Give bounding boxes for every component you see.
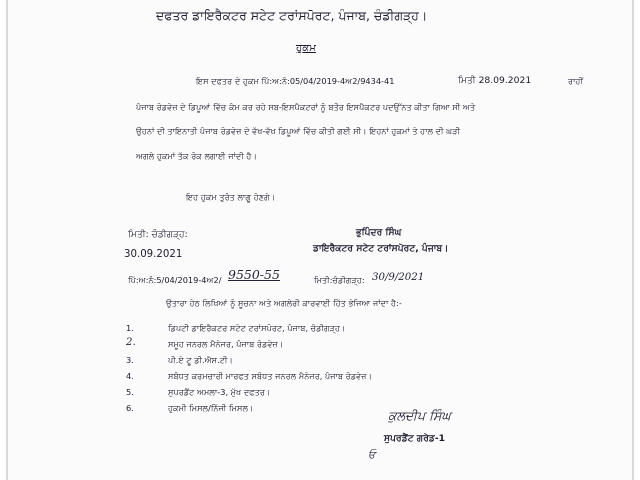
order-date: 30.09.2021 [124, 249, 183, 260]
body-line-4: ਅਗਲੇ ਹੁਕਮਾਂ ਤੱਕ ਰੋਕ ਲਗਾਈ ਜਾਂਦੀ ਹੈ। [136, 151, 257, 161]
recipient-number: 1. [126, 323, 134, 333]
body-line-1-end: ਰਾਹੀਂ [568, 76, 583, 86]
recipient-number: 6. [126, 403, 134, 413]
recipient-text: ਪੀ.ਏ ਟੂ ਡੀ.ਐਸ.ਟੀ। [168, 355, 233, 365]
office-heading: ਦਫਤਰ ਡਾਇਰੈਕਟਰ ਸਟੇਟ ਟਰਾਂਸਪੋਰਟ, ਪੰਜਾਬ, ਚੰਡੀਗੜ੍ਹ। [156, 8, 428, 23]
document-page [8, 0, 632, 480]
recipient-number: 4. [126, 371, 134, 381]
endorsement-date: 30/9/2021 [372, 272, 425, 283]
recipient-number: 2. [126, 337, 136, 348]
page-left-edge [6, 0, 8, 480]
recipient-text: ਸਬੰਧਤ ਕਰਮਚਾਰੀ ਮਾਰਫਤ ਸਬੰਧਤ ਜਨਰਲ ਮੈਨੇਜਰ, ਪੰਜਾਬ ਰੋਡਵੇਜ਼। [168, 371, 373, 381]
endorsement-ref-number: 9550-55 [228, 267, 280, 282]
recipient-number: 5. [126, 387, 134, 397]
superintendent-designation: ਸੁਪਰਡੈਂਟ ਗਰੇਡ-1 [384, 433, 446, 444]
place-label: ਮਿਤੀ: ਚੰਡੀਗੜ੍ਹ: [128, 229, 188, 240]
superintendent-signature: ਕੁਲਦੀਪ ਸਿੰਘ [388, 408, 451, 423]
body-line-5: ਇਹ ਹੁਕਮ ਤੁਰੰਤ ਲਾਗੂ ਹੋਣਗੇ। [186, 192, 276, 202]
recipient-text: ਸੁਪਰਡੈਂਟ ਅਮਲਾ-3, ਮੁੱਖ ਦਫਤਰ। [168, 387, 271, 397]
body-line-1-start: ਇਸ ਦਫਤਰ ਦੇ ਹੁਕਮ ਪਿੱ:ਅ:ਨੰ:05/04/2019-4ਅ2/9434-41 [196, 76, 395, 86]
footer-mark: ਓ [368, 450, 376, 461]
body-line-3: ਉਹਨਾਂ ਦੀ ਤਾਇਨਾਤੀ ਪੰਜਾਬ ਰੋਡਵੇਜ਼ ਦੇ ਵੱਖ-ਵੱਖ ਡਿਪੂਆਂ ਵਿੱਚ ਕੀਤੀ ਗਈ ਸੀ। ਇਹਨਾਂ ਹੁਕਮਾਂ ਤੇ ਹਾਲ ਦੀ ਘੜੀ [136, 126, 461, 136]
recipient-number: 3. [126, 355, 134, 365]
endorsement-intro: ਉਤਾਰਾ ਹੇਠ ਲਿਖਿਆਂ ਨੂੰ ਸੂਚਨਾ ਅਤੇ ਅਗਲੇਰੀ ਕਾਰਵਾਈ ਹਿੱਤ ਭੇਜਿਆ ਜਾਂਦਾ ਹੈ:- [166, 298, 402, 308]
page-right-edge [632, 0, 634, 480]
endorsement-ref: ਪਿੱ:ਅ:ਨੰ:5/04/2019-4ਅ2/ [128, 275, 222, 285]
signatory-designation: ਡਾਇਰੈਕਟਰ ਸਟੇਟ ਟਰਾਂਸਪੋਰਟ, ਪੰਜਾਬ। [313, 243, 449, 254]
order-title: ਹੁਕਮ [296, 43, 316, 54]
body-line-1-date: ਮਿਤੀ 28.09.2021 [458, 75, 532, 86]
recipient-text: ਸਮੂਹ ਜਨਰਲ ਮੈਨੇਜਰ, ਪੰਜਾਬ ਰੋਡਵੇਜ਼। [168, 339, 284, 349]
recipient-text: ਡਿਪਟੀ ਡਾਇਰੈਕਟਰ ਸਟੇਟ ਟਰਾਂਸਪੋਰਟ, ਪੰਜਾਬ, ਚੰਡੀਗੜ੍ਹ। [168, 323, 346, 333]
recipient-text: ਹੁਕਮੀ ਮਿਸਲ/ਨਿੱਜੀ ਮਿਸਲ। [168, 403, 254, 413]
body-line-2: ਪੰਜਾਬ ਰੋਡਵੇਜ਼ ਦੇ ਡਿਪੂਆਂ ਵਿੱਚ ਕੰਮ ਕਰ ਰਹੇ ਸਬ-ਇਸਪੈਕਟਰਾਂ ਨੂੰ ਬਤੌਰ ਇਸਪੈਕਟਰ ਪਦਉੱਨਤ ਕੀਤਾ ਗਿਆ ਸੀ ਅਤੇ [136, 102, 476, 112]
endorsement-date-label: ਮਿਤੀ:ਚੰਡੀਗੜ੍ਹ: [314, 275, 365, 285]
signatory-name: ਭੁਪਿੰਦਰ ਸਿੰਘ [356, 227, 402, 238]
